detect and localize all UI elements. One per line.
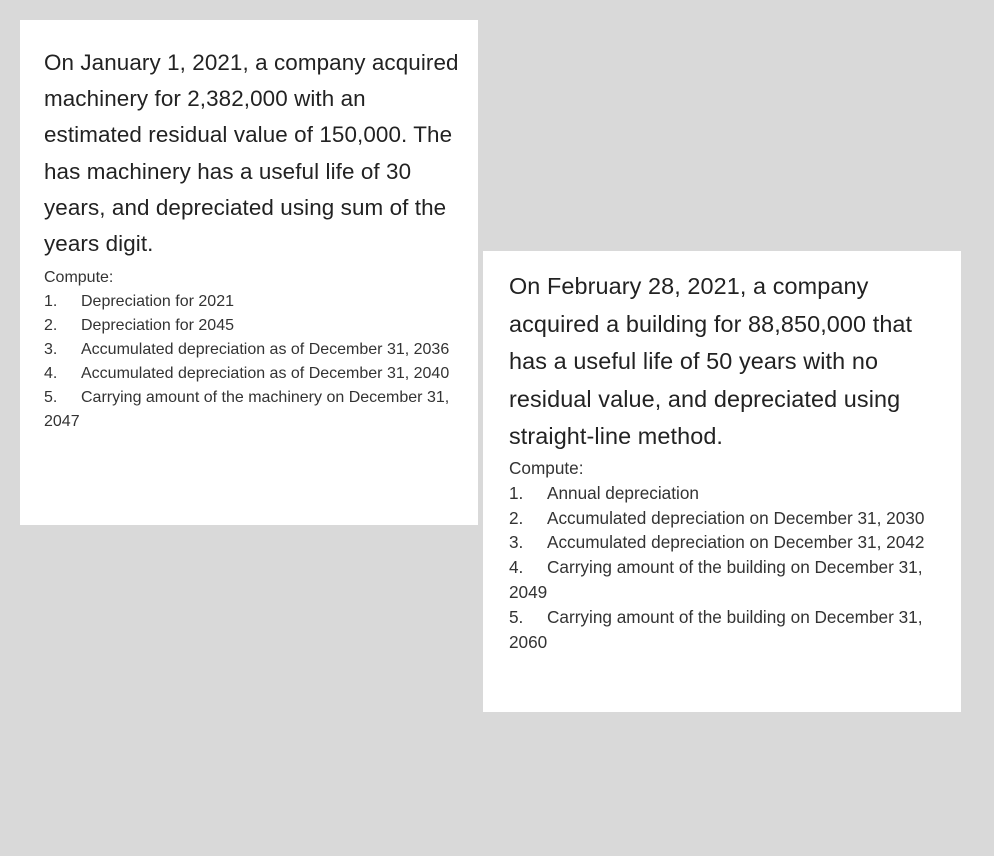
question-item [44, 362, 468, 386]
question-number: 5. [44, 389, 58, 407]
question-number: 1. [509, 482, 524, 503]
machinery-problem-statement: On January 1, 2021, a company acquired machinery for 2,382,000 with an estimated residual value of 150,000. The has machinery has a useful life of 30 years, and depreciated using sum of the years digit. [44, 50, 459, 257]
question-number: 1. [44, 293, 58, 311]
machinery-question-list [44, 290, 468, 434]
question-text: Accumulated depreciation as of December 31, 2036 [81, 341, 450, 359]
question-number: 4. [509, 557, 524, 578]
question-text: Accumulated depreciation on December 31, 2042 [547, 532, 925, 553]
question-item [509, 506, 949, 531]
question-item [509, 555, 949, 605]
compute-label: Compute: [509, 457, 584, 478]
question-number: 2. [509, 507, 524, 528]
question-item [44, 386, 468, 434]
question-number: 2. [44, 317, 58, 335]
question-item [509, 481, 949, 506]
question-number: 5. [509, 606, 524, 627]
question-text: Accumulated depreciation on December 31, 2030 [547, 507, 925, 528]
question-text: Carrying amount of the building on December 31, 2049 [509, 557, 923, 602]
question-text: Carrying amount of the machinery on December 31, 2047 [44, 389, 450, 431]
question-item [509, 605, 949, 655]
compute-label: Compute: [44, 269, 114, 287]
question-text: Depreciation for 2045 [81, 317, 234, 335]
question-item [509, 530, 949, 555]
machinery-problem-card [20, 20, 478, 525]
question-item [44, 290, 468, 314]
question-item [44, 314, 468, 338]
building-problem-statement: On February 28, 2021, a company acquired a building for 88,850,000 that has a useful life of 50 years with no residual value, and depreciated using straight-line method. [509, 273, 913, 450]
question-text: Accumulated depreciation as of December 31, 2040 [81, 365, 450, 383]
building-problem-card [483, 251, 961, 712]
question-text: Depreciation for 2021 [81, 293, 234, 311]
building-question-list [509, 481, 949, 655]
question-item [44, 338, 468, 362]
question-number: 4. [44, 365, 58, 383]
question-number: 3. [44, 341, 58, 359]
question-number: 3. [509, 532, 524, 553]
question-text: Carrying amount of the building on December 31, 2060 [509, 606, 923, 652]
question-text: Annual depreciation [547, 482, 699, 503]
